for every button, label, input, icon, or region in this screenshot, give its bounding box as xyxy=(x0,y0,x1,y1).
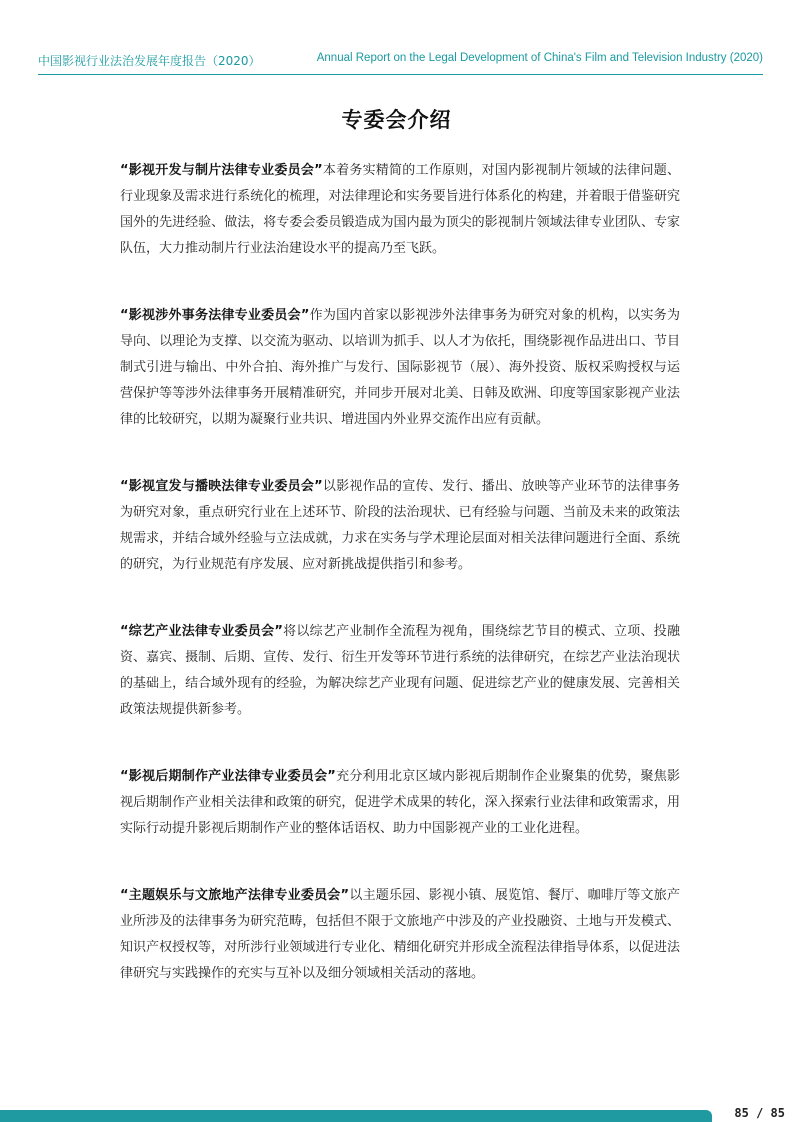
committee-description: 将以综艺产业制作全流程为视角，围绕综艺节目的模式、立项、投融资、嘉宾、摄制、后期、宣传、发行、衍生开发等环节进行系统的法律研究，在综艺产业法治现状的基础上，结合域外现有的经验，为解决综艺产业现有问题、促进综艺产业的健康发展、完善相关政策法规提供新参考。 xyxy=(120,624,680,717)
section-paragraph xyxy=(120,764,680,842)
committee-description: 以主题乐园、影视小镇、展览馆、餐厅、咖啡厅等文旅产业所涉及的法律事务为研究范畴，包括但不限于文旅地产中涉及的产业投融资、土地与开发模式、知识产权授权等，对所涉行业领域进行专业化、精细化研究并形成全流程法律指导体系，以促进法律研究与实践操作的充实与互补以及细分领域相关活动的落地。 xyxy=(120,888,680,981)
header-right-title: Annual Report on the Legal Development of China's Film and Television Industry (2020) xyxy=(316,52,763,64)
header-left-title: 中国影视行业法治发展年度报告（2020） xyxy=(38,54,261,68)
running-header xyxy=(38,52,763,75)
committee-name: “影视后期制作产业法律专业委员会” xyxy=(120,769,336,784)
section-paragraph xyxy=(120,303,680,433)
page-number: 85 / 85 xyxy=(734,1106,785,1120)
committee-name: “综艺产业法律专业委员会” xyxy=(120,624,283,639)
section-paragraph xyxy=(120,883,680,987)
section-list xyxy=(120,158,680,1028)
committee-description: 充分利用北京区域内影视后期制作企业聚集的优势，聚焦影视后期制作产业相关法律和政策的研究，促进学术成果的转化，深入探索行业法律和政策需求，用实际行动提升影视后期制作产业的整体话语权、助力中国影视产业的工业化进程。 xyxy=(120,769,680,836)
committee-description: 以影视作品的宣传、发行、播出、放映等产业环节的法律事务为研究对象，重点研究行业在上述环节、阶段的法治现状、已有经验与问题、当前及未来的政策法规需求，并结合域外经验与立法成就，力求在实务与学术理论层面对相关法律问题进行全面、系统的研究，为行业规范有序发展、应对新挑战提供指引和参考。 xyxy=(120,479,680,572)
page-title: 专委会介绍 xyxy=(341,108,452,132)
section-paragraph xyxy=(120,158,680,262)
section-paragraph xyxy=(120,474,680,578)
committee-name: “影视宣发与播映法律专业委员会” xyxy=(120,479,323,494)
committee-name: “影视开发与制片法律专业委员会” xyxy=(120,163,323,178)
committee-name: “主题娱乐与文旅地产法律专业委员会” xyxy=(120,888,350,903)
footer-bar xyxy=(0,1110,712,1122)
committee-description: 本着务实精简的工作原则，对国内影视制片领域的法律问题、行业现象及需求进行系统化的梳理，对法律理论和实务要旨进行体系化的构建，并着眼于借鉴研究国外的先进经验、做法，将专委会委员锻造成为国内最为顶尖的影视制片领域法律专业团队、专家队伍，大力推动制片行业法治建设水平的提高乃至飞跃。 xyxy=(120,163,680,256)
committee-name: “影视涉外事务法律专业委员会” xyxy=(120,308,310,323)
section-paragraph xyxy=(120,619,680,723)
committee-description: 作为国内首家以影视涉外法律事务为研究对象的机构，以实务为导向、以理论为支撑、以交流为驱动、以培训为抓手、以人才为依托，围绕影视作品进出口、节目制式引进与输出、中外合拍、海外推广与发行、国际影视节（展）、海外投资、版权采购授权与运营保护等等涉外法律事务开展精准研究，并同步开展对北美、日韩及欧洲、印度等国家影视产业法律的比较研究，以期为凝聚行业共识、增进国内外业界交流作出应有贡献。 xyxy=(120,308,680,427)
